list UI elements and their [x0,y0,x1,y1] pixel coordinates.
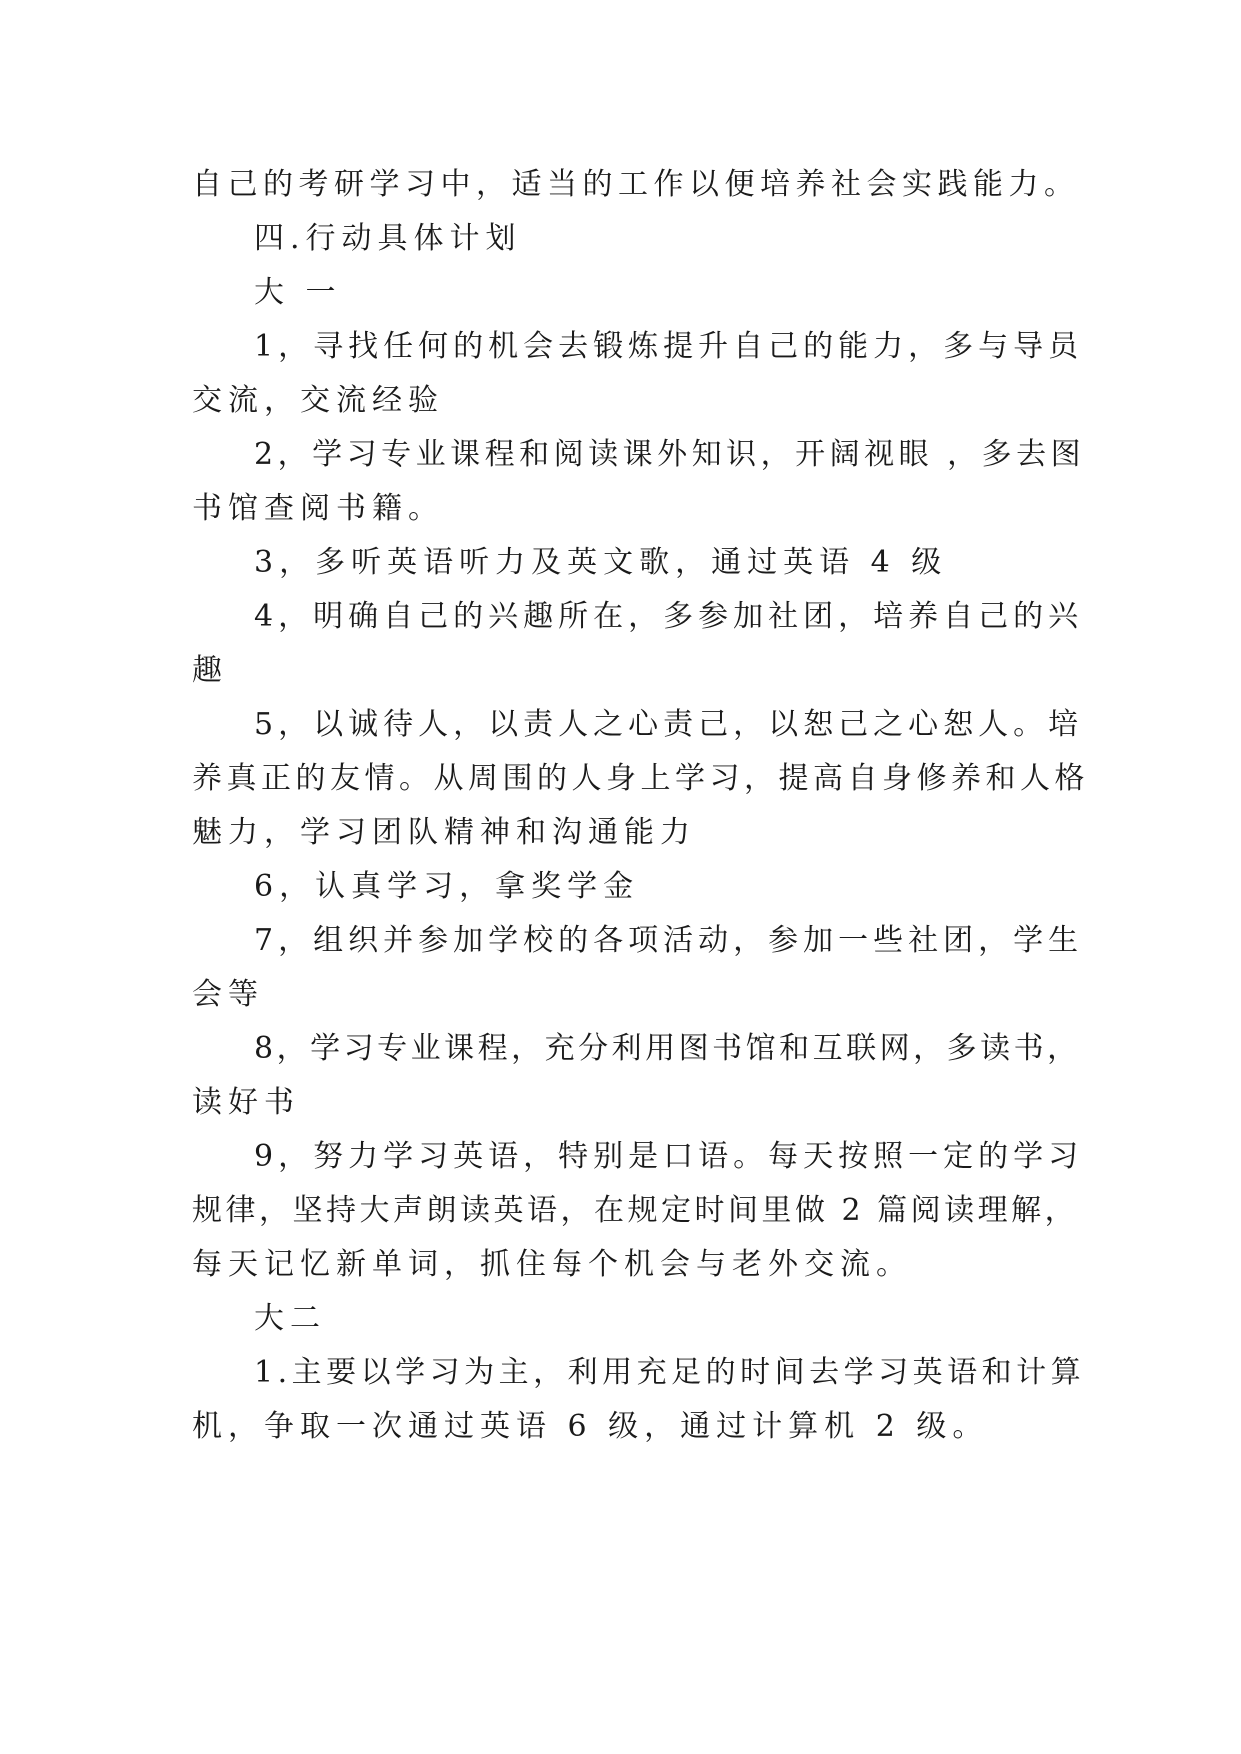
text-line: 8，学习专业课程，充分利用图书馆和互联网，多读书， [254,1031,1081,1066]
text-line: 9，努力学习英语，特别是口语。每天按照一定的学习 [254,1139,1084,1174]
text-line: 读好书 [192,1085,300,1120]
text-line: 每天记忆新单词，抓住每个机会与老外交流。 [192,1247,912,1282]
text-line: 7，组织并参加学校的各项活动，参加一些社团，学生 [254,923,1084,958]
text-line: 趣 [192,653,228,688]
text-line: 2，学习专业课程和阅读课外知识，开阔视眼 ，多去图 [254,437,1086,472]
text-line: 魅力，学习团队精神和沟通能力 [192,815,696,850]
subsection-heading: 大二 [254,1301,326,1336]
text-line: 养真正的友情。从周围的人身上学习，提高自身修养和人格 [192,761,1089,796]
text-line: 会等 [192,977,264,1012]
text-line: 书馆查阅书籍。 [192,491,444,526]
section-heading: 四.行动具体计划 [254,221,522,256]
text-line: 机，争取一次通过英语 6 级，通过计算机 2 级。 [192,1409,989,1444]
text-line: 自己的考研学习中，适当的工作以便培养社会实践能力。 [192,167,1080,202]
text-line: 规律，坚持大声朗读英语，在规定时间里做 2 篇阅读理解， [192,1193,1079,1228]
subsection-heading: 大 一 [254,275,342,310]
text-line: 5，以诚待人，以责人之心责己，以恕己之心恕人。培 [254,707,1084,742]
text-line: 4，明确自己的兴趣所在，多参加社团，培养自己的兴 [254,599,1084,634]
text-line: 交流，交流经验 [192,383,444,418]
text-line: 6，认真学习，拿奖学金 [254,869,640,904]
text-line: 1.主要以学习为主，利用充足的时间去学习英语和计算 [254,1355,1086,1390]
text-line: 1，寻找任何的机会去锻炼提升自己的能力，多与导员 [254,329,1084,364]
text-line: 3，多听英语听力及英文歌，通过英语 4 级 [254,545,948,580]
